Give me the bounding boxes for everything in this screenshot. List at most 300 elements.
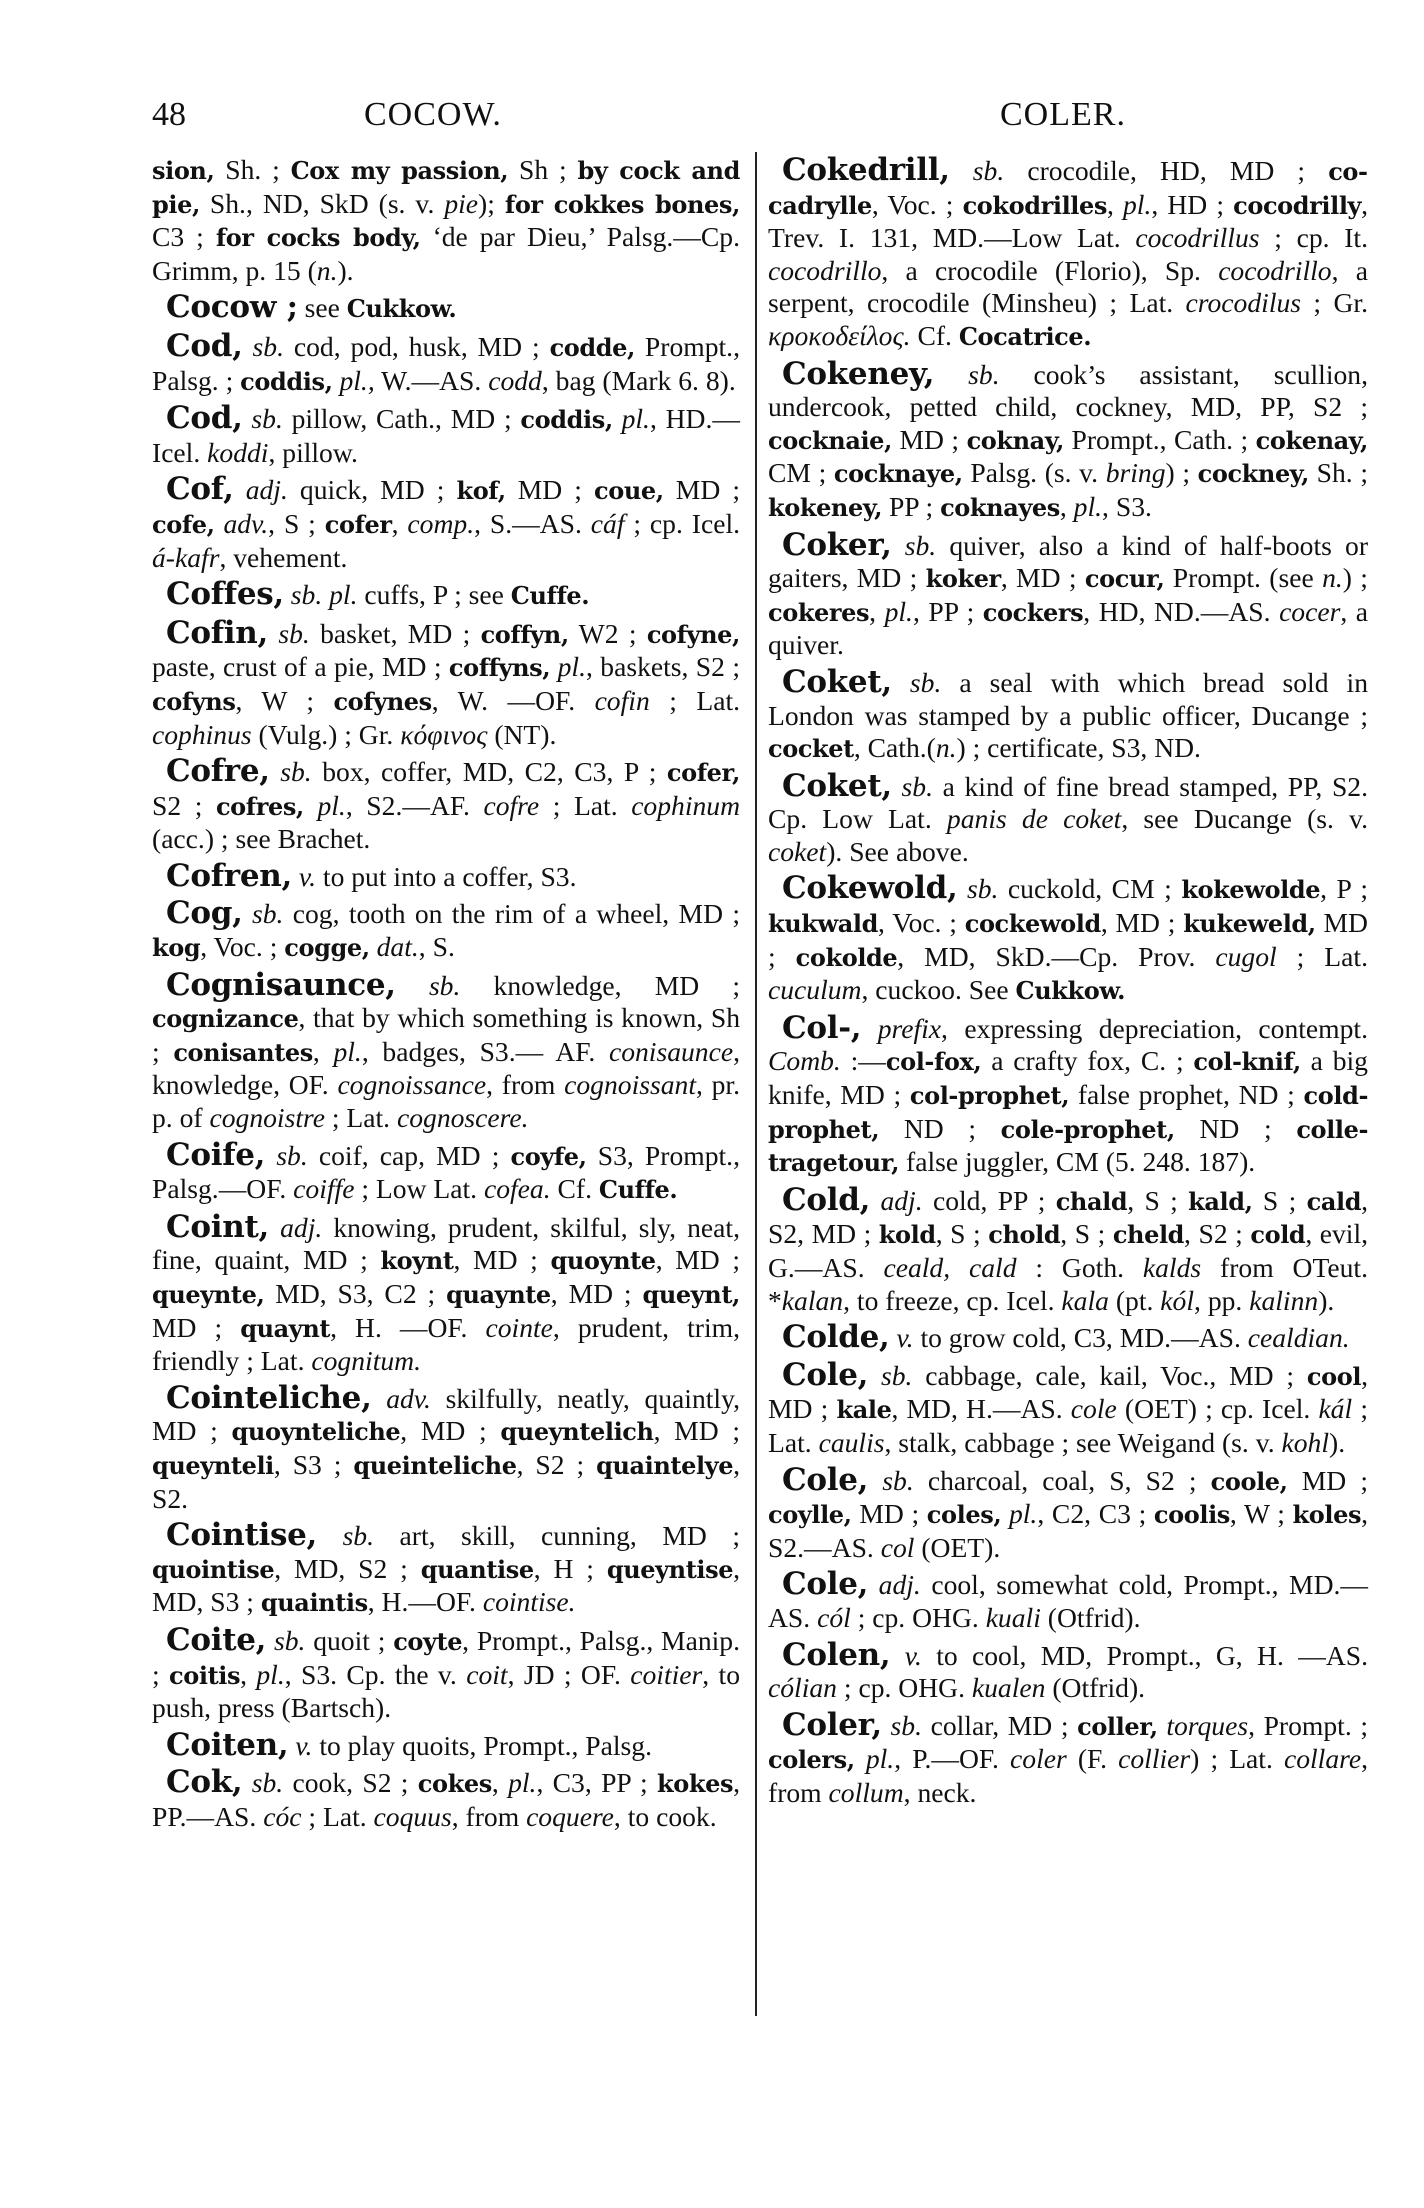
variant-form: queinteliche xyxy=(353,1450,517,1480)
entry-text xyxy=(304,790,318,821)
italic-text: adv. xyxy=(386,1382,431,1414)
entry-text: ; cp. OHG. xyxy=(850,1601,986,1633)
entry-text: ; Low Lat. xyxy=(354,1173,484,1205)
italic-text: ceald, cald xyxy=(883,1252,1017,1283)
italic-text: sb. xyxy=(966,873,999,905)
entry-text: , S2, MD ; xyxy=(768,1184,1368,1250)
entry-text xyxy=(868,1465,882,1496)
entry-text: a seal with which bread sold in London was stamped by a public officer, Ducange ; xyxy=(768,666,1368,731)
dictionary-entry xyxy=(768,1706,1369,1810)
dictionary-entry xyxy=(152,1136,740,1207)
right-column xyxy=(768,154,1368,1814)
entry-text: cool, somewhat cold, Prompt., MD.—AS. xyxy=(768,1569,1368,1633)
entry-text: , see Ducange (s. v. xyxy=(1121,803,1369,835)
italic-text: sb. xyxy=(968,358,1000,390)
italic-text: adj. xyxy=(878,1569,921,1601)
italic-text: sb. xyxy=(273,1624,306,1656)
entry-text: to grow cold, C3, MD.—AS. xyxy=(913,1322,1248,1354)
entry-text: Cf. xyxy=(550,1173,599,1205)
variant-form: cocur, xyxy=(1084,564,1165,594)
variant-form: coolis xyxy=(1153,1500,1230,1530)
italic-text: cointe xyxy=(485,1311,553,1343)
italic-text: codd xyxy=(488,364,542,396)
italic-text: coket xyxy=(768,835,827,867)
entry-text: ) ; xyxy=(1165,457,1198,489)
italic-text: coquere xyxy=(526,1800,614,1832)
dictionary-entry xyxy=(768,526,1369,662)
variant-form: quaintis xyxy=(260,1588,368,1618)
variant-form: kokewolde xyxy=(1181,875,1321,905)
headword: Cog, xyxy=(166,895,243,932)
entry-text: cod, pod, husk, MD ; xyxy=(283,330,550,362)
entry-text: ; cp. Icel. xyxy=(624,507,741,539)
entry-text: S2 ; xyxy=(152,789,216,821)
entry-text: , badges, S3.— AF. xyxy=(361,1035,609,1067)
entry-text: MD ; xyxy=(768,907,1368,972)
italic-text: cognoistre xyxy=(209,1102,325,1134)
dictionary-entry xyxy=(152,897,740,964)
italic-text: sb. xyxy=(909,666,942,698)
variant-form: cofer xyxy=(324,509,392,539)
entry-text: , H. —OF. xyxy=(330,1311,486,1343)
entry-text: ). xyxy=(1329,1426,1346,1458)
variant-form: cokolde xyxy=(795,942,898,972)
variant-form: cold-prophet, xyxy=(768,1081,1369,1144)
headword: Coket, xyxy=(782,767,892,804)
entry-text xyxy=(855,1743,866,1774)
entry-text: , xyxy=(240,1658,257,1690)
entry-text: , HD.—Icel. xyxy=(152,403,740,468)
dictionary-entry xyxy=(768,1636,1368,1705)
italic-text: v. xyxy=(298,860,316,892)
entry-text: Sh., ND, SkD (s. v. xyxy=(199,187,445,219)
italic-text: cognoscere. xyxy=(396,1102,529,1134)
italic-text: sb. xyxy=(251,898,284,930)
entry-text: pillow, Cath., MD ; xyxy=(282,403,521,435)
entry-text: CM ; xyxy=(768,457,834,489)
entry-text: , from xyxy=(486,1069,565,1101)
entry-text: , Prompt., Palsg., Manip. ; xyxy=(152,1624,740,1690)
entry-text: , S2.—AF. xyxy=(345,789,484,821)
headword: Cofre, xyxy=(166,753,270,790)
entry-text: , xyxy=(391,507,408,539)
variant-form: kold xyxy=(878,1220,936,1250)
entry-text: ND ; xyxy=(1174,1112,1297,1144)
headword: Coint, xyxy=(166,1208,269,1245)
headword: Cocow ; xyxy=(166,289,298,326)
entry-text: ; Lat. xyxy=(324,1102,397,1134)
page-number: 48 xyxy=(152,96,186,133)
entry-text xyxy=(1001,1498,1009,1529)
italic-text: comp. xyxy=(407,507,475,539)
variant-form: coknayes xyxy=(940,492,1060,522)
entry-text: art, skill, cunning, MD ; xyxy=(374,1520,740,1552)
dictionary-entry xyxy=(768,355,1368,525)
italic-text: pl. xyxy=(865,1743,895,1775)
dictionary-entry xyxy=(152,578,740,613)
entry-text: , PP ; xyxy=(912,595,983,627)
entry-text: , pr. p. of xyxy=(152,1069,740,1134)
variant-form: chold xyxy=(988,1220,1061,1250)
dictionary-entry xyxy=(152,614,741,751)
variant-form: cokenay, xyxy=(1255,425,1368,455)
entry-text: :— xyxy=(840,1045,886,1077)
entry-text: , MD, SkD.—Cp. Prov. xyxy=(897,940,1216,972)
variant-form: cockney, xyxy=(1197,459,1310,489)
entry-text: (OET) ; cp. Icel. xyxy=(1116,1393,1319,1425)
headword: Cole, xyxy=(782,1566,869,1603)
entry-text: ; cp. OHG. xyxy=(836,1672,972,1704)
entry-text: , evil, G.—AS. xyxy=(768,1218,1369,1283)
variant-form: coole, xyxy=(1210,1466,1288,1496)
entry-text: W2 ; xyxy=(568,617,647,649)
dictionary-entry xyxy=(152,402,740,469)
variant-form: queynte, xyxy=(152,1280,265,1309)
variant-form: quaynt xyxy=(240,1313,331,1343)
entry-text: cook’s assistant, scullion, undercook, petted child, cockney, MD, PP, S2 ; xyxy=(768,358,1368,423)
entry-text: , xyxy=(1059,490,1074,522)
entry-text: ); xyxy=(478,187,505,219)
headword: Colen, xyxy=(782,1636,891,1673)
variant-form: koynt xyxy=(380,1246,454,1276)
italic-text: cognitum. xyxy=(311,1345,421,1377)
left-column xyxy=(152,154,740,1838)
entry-text: , JD ; OF. xyxy=(507,1658,631,1690)
italic-text: cuculum xyxy=(768,974,862,1006)
entry-text: : Goth. xyxy=(1016,1252,1143,1283)
variant-form: cocodrilly xyxy=(1233,190,1362,220)
italic-text: pl. xyxy=(621,403,650,435)
entry-text: Prompt., Palsg. ; xyxy=(152,330,740,396)
italic-text: coit xyxy=(466,1658,508,1690)
variant-form: cofyne, xyxy=(646,619,740,649)
entry-text: , MD, S3 ; xyxy=(152,1552,740,1618)
entry-text: , knowledge, OF. xyxy=(152,1035,741,1101)
variant-form: cognizance xyxy=(152,1004,299,1034)
entry-text xyxy=(892,667,910,698)
italic-text: cóc xyxy=(263,1800,302,1832)
italic-text: pl., xyxy=(339,364,375,396)
dictionary-entry xyxy=(768,1321,1368,1355)
variant-form: Cuffe. xyxy=(598,1175,678,1205)
dictionary-entry xyxy=(768,663,1368,766)
entry-text: , HD ; xyxy=(1151,188,1234,220)
headword: Cokewold, xyxy=(782,870,958,907)
variant-form: kald, xyxy=(1188,1186,1253,1216)
italic-text: coitier xyxy=(630,1658,703,1690)
entry-text: , cuckoo. See xyxy=(861,974,1016,1006)
entry-text: , MD ; xyxy=(1100,907,1184,939)
entry-text: MD ; xyxy=(505,474,595,506)
italic-text: caulis xyxy=(818,1426,885,1458)
entry-text: see xyxy=(297,292,347,324)
italic-text: adj. xyxy=(280,1211,323,1243)
entry-text: , pillow. xyxy=(268,436,358,468)
entry-text xyxy=(266,1625,274,1656)
entry-text: , Voc. ; xyxy=(200,931,285,963)
headword: Cokedrill, xyxy=(782,152,950,188)
entry-text: , to freeze, cp. Icel. xyxy=(843,1284,1062,1316)
entry-text: S3, Prompt., Palsg.—OF. xyxy=(152,1139,740,1205)
variant-form: kof, xyxy=(456,476,506,506)
entry-text xyxy=(265,1140,276,1171)
entry-text: W.—AS. xyxy=(374,364,489,396)
italic-text: prefix xyxy=(877,1012,942,1044)
italic-text: sb. xyxy=(880,1359,913,1391)
italic-text: cugol xyxy=(1215,940,1277,972)
entry-text xyxy=(868,1569,879,1600)
italic-text: sb. xyxy=(890,1709,922,1741)
entry-text: ; Lat. xyxy=(301,1800,374,1832)
entry-text: , that by which something is known, Sh ; xyxy=(152,1002,740,1067)
entry-text: , to push, press (Bartsch). xyxy=(152,1658,740,1724)
entry-text: , expressing depreciation, contempt. xyxy=(941,1012,1368,1044)
italic-text: κροκοδείλος. xyxy=(768,319,911,351)
headword: Cof, xyxy=(166,471,234,508)
italic-text: kál xyxy=(1318,1393,1353,1425)
variant-form: quoynte xyxy=(550,1246,656,1276)
entry-text: , MD ; xyxy=(1000,562,1085,594)
dictionary-entry xyxy=(768,154,1368,354)
entry-text xyxy=(613,403,622,434)
variant-form: for cokkes bones, xyxy=(504,189,740,219)
variant-form: kale xyxy=(836,1395,892,1425)
entry-text: , Trev. I. 131, MD.—Low Lat. xyxy=(768,188,1369,254)
italic-text: cólian xyxy=(768,1672,837,1704)
variant-form: colers, xyxy=(768,1745,855,1775)
italic-text: κόφινος xyxy=(400,718,488,750)
headword: Col-, xyxy=(782,1009,862,1046)
entry-text xyxy=(234,474,246,505)
entry-text: quick, MD ; xyxy=(287,474,457,506)
italic-text: pl. xyxy=(333,1035,362,1067)
entry-text: , MD, H.—AS. xyxy=(891,1393,1071,1425)
italic-text: sb. xyxy=(251,1767,284,1799)
italic-text: cofin xyxy=(594,684,650,716)
entry-text: (Vulg.) ; Gr. xyxy=(251,718,401,750)
entry-text: , MD ; xyxy=(768,1359,1368,1425)
entry-text: , S ; xyxy=(1060,1218,1113,1250)
entry-text xyxy=(550,651,557,682)
dictionary-entry xyxy=(768,767,1369,869)
entry-text: , S.—AS. xyxy=(474,507,591,539)
entry-text xyxy=(269,1212,280,1243)
variant-form: cokodrilles xyxy=(962,190,1107,220)
entry-text xyxy=(396,970,429,1001)
italic-text: kuali xyxy=(985,1601,1041,1633)
variant-form: conisantes xyxy=(173,1037,313,1067)
italic-text: n. xyxy=(1322,562,1343,594)
entry-text: Palsg. (s. v. xyxy=(962,457,1106,489)
variant-form: col-prophet, xyxy=(909,1081,1070,1111)
entry-text: Sh. ; xyxy=(214,154,291,185)
entry-text: , S ; xyxy=(268,507,325,539)
entry-text: ; Lat. xyxy=(1276,940,1368,972)
entry-text: , HD, ND.—AS. xyxy=(1083,595,1280,627)
entry-text: , S2 ; xyxy=(516,1448,597,1480)
variant-form: cool xyxy=(1306,1361,1362,1391)
dictionary-entry xyxy=(152,1766,740,1833)
entry-text: ; Gr. xyxy=(1301,287,1368,319)
headword: Cole, xyxy=(782,1461,869,1498)
entry-text: , MD ; xyxy=(653,1415,740,1447)
entry-text: , S. xyxy=(418,931,455,963)
headword: Cod, xyxy=(166,400,243,437)
variant-form: cocknaye, xyxy=(833,459,963,489)
dictionary-entry xyxy=(768,1181,1369,1317)
variant-form: coue, xyxy=(594,476,664,506)
entry-text: knowledge, MD ; xyxy=(460,969,741,1001)
entry-text: , xyxy=(491,1767,509,1799)
headword: Colde, xyxy=(782,1319,890,1356)
entry-text: ) ; xyxy=(1342,562,1368,594)
variant-form: coylle, xyxy=(768,1500,852,1530)
headword: Cofren, xyxy=(166,857,292,894)
variant-form: cocknaie, xyxy=(768,425,893,455)
entry-text: false prophet, ND ; xyxy=(1069,1079,1304,1111)
headword: Cognisaunce, xyxy=(166,966,396,1003)
entry-text: , Voc. ; xyxy=(871,188,963,220)
variant-form: kukeweld, xyxy=(1183,909,1316,939)
variant-form: cold xyxy=(1250,1220,1306,1250)
italic-text: cealdian. xyxy=(1247,1322,1350,1354)
italic-text: cól xyxy=(817,1601,851,1633)
italic-text: sb. xyxy=(252,330,284,362)
headword: Coite, xyxy=(166,1621,267,1658)
italic-text: sb. xyxy=(882,1464,914,1496)
headword: Cold, xyxy=(782,1181,871,1218)
entry-text: ). xyxy=(337,254,354,286)
italic-text: coiffe xyxy=(293,1173,355,1205)
italic-text: pl. xyxy=(1008,1498,1038,1530)
entry-text xyxy=(372,1383,387,1414)
entry-text: ‘de par Dieu,’ Palsg.—Cp. Grimm, p. 15 ( xyxy=(152,221,740,286)
variant-form: coles, xyxy=(926,1500,1002,1530)
italic-text: sb. xyxy=(972,155,1005,186)
variant-form: sion, xyxy=(152,156,215,185)
italic-text: collier xyxy=(1118,1743,1191,1775)
entry-text: , Cath.( xyxy=(853,732,936,764)
italic-text: v. xyxy=(896,1322,914,1354)
entry-text xyxy=(892,530,905,561)
entry-text: , bag (Mark 6. 8). xyxy=(541,364,736,396)
entry-text xyxy=(890,1640,904,1671)
italic-text: coquus xyxy=(373,1800,452,1832)
entry-text xyxy=(868,1360,881,1391)
headword: Coker, xyxy=(782,526,892,563)
dictionary-entry xyxy=(152,1208,741,1378)
entry-text: PP ; xyxy=(882,490,941,522)
entry-text: ; cp. It. xyxy=(1259,222,1368,254)
entry-text: , H ; xyxy=(533,1552,607,1584)
dictionary-entry xyxy=(152,857,740,894)
entry-text: skilfully, neatly, quaintly, MD ; xyxy=(152,1382,740,1447)
italic-text: kualen xyxy=(971,1672,1046,1704)
entry-text: false juggler, CM (5. 248. 187). xyxy=(899,1146,1256,1178)
variant-form: cole-prophet, xyxy=(1000,1114,1175,1144)
entry-text: ). xyxy=(1318,1284,1335,1316)
entry-text: (acc.) ; see Brachet. xyxy=(152,823,371,855)
entry-text: cog, tooth on the rim of a wheel, MD ; xyxy=(283,898,740,930)
italic-text: adv. xyxy=(223,507,269,539)
entry-text: , to cook. xyxy=(613,1800,717,1832)
variant-form: colle-tragetour, xyxy=(768,1114,1368,1178)
entry-text: , stalk, cabbage ; see Weigand (s. v. xyxy=(884,1426,1282,1458)
italic-text: kalan xyxy=(781,1284,844,1316)
entry-text: , W. —OF. xyxy=(431,684,595,716)
italic-text: coler xyxy=(1010,1743,1067,1775)
variant-form: by cock and pie, xyxy=(152,156,740,219)
variant-form: quaynte xyxy=(446,1280,551,1309)
entry-text: C3 ; xyxy=(152,221,216,253)
entry-text xyxy=(950,155,973,186)
entry-text xyxy=(270,756,281,787)
headword: Cod, xyxy=(166,327,243,364)
italic-text: Comb. xyxy=(768,1045,841,1077)
italic-text: kól xyxy=(1160,1284,1195,1316)
entry-text: , from xyxy=(451,1800,527,1832)
entry-text: MD ; xyxy=(851,1498,927,1530)
entry-text: , Voc. ; xyxy=(878,907,965,939)
variant-form: cofyns xyxy=(152,686,236,716)
entry-text xyxy=(882,1710,891,1741)
italic-text: cofea. xyxy=(483,1173,551,1205)
entry-text: , xyxy=(312,1035,334,1067)
entry-text xyxy=(861,1013,877,1044)
variant-form: col-fox, xyxy=(885,1047,982,1077)
headword: Coiten, xyxy=(166,1726,289,1763)
variant-form: coitis xyxy=(169,1660,241,1690)
italic-text: sb. xyxy=(278,617,310,649)
headword: Cointeliche, xyxy=(166,1379,372,1416)
italic-text: cointise. xyxy=(482,1586,576,1618)
italic-text: cole xyxy=(1070,1393,1117,1425)
variant-form: cofe, xyxy=(152,509,215,539)
italic-text: kalinn xyxy=(1249,1284,1319,1316)
variant-form: Cuffe. xyxy=(510,581,590,611)
dictionary-entry xyxy=(768,1568,1368,1634)
entry-text xyxy=(243,898,252,929)
entry-text: , a crocodile (Florio), Sp. xyxy=(881,254,1219,286)
entry-text: MD, S3, C2 ; xyxy=(264,1278,447,1309)
variant-form: quointise xyxy=(152,1554,275,1584)
dictionary-entry xyxy=(152,1379,741,1515)
entry-text: cuffs, P ; see xyxy=(357,579,511,611)
entry-text: quoit ; xyxy=(305,1624,394,1656)
variant-form: cockewold xyxy=(964,909,1101,939)
variant-form: quantise xyxy=(420,1554,534,1584)
entry-text: , C3, PP ; xyxy=(536,1767,658,1799)
entry-text: , a quiver. xyxy=(768,595,1369,661)
italic-text: col xyxy=(880,1531,915,1563)
variant-form: coddis, xyxy=(240,366,333,396)
variant-form: coffyns, xyxy=(448,653,551,683)
headword: Coffes, xyxy=(166,576,284,613)
entry-text xyxy=(243,331,253,362)
entry-text xyxy=(370,931,377,962)
variant-form: kokes xyxy=(657,1769,734,1799)
variant-form: quoynteliche xyxy=(231,1417,401,1447)
entry-text: cook, S2 ; xyxy=(283,1767,418,1799)
entry-text: a kind of fine bread stamped, PP, S2. Cp. Low Lat. xyxy=(768,770,1368,835)
entry-text: , S ; xyxy=(935,1218,989,1250)
entry-text: , PP.—AS. xyxy=(152,1767,740,1832)
italic-text: pie xyxy=(444,187,479,219)
italic-text: adj. xyxy=(880,1184,923,1216)
entry-text: to play quoits, Prompt., Palsg. xyxy=(312,1729,652,1761)
entry-text: , neck. xyxy=(903,1776,977,1808)
variant-form: queynteli xyxy=(152,1450,274,1480)
